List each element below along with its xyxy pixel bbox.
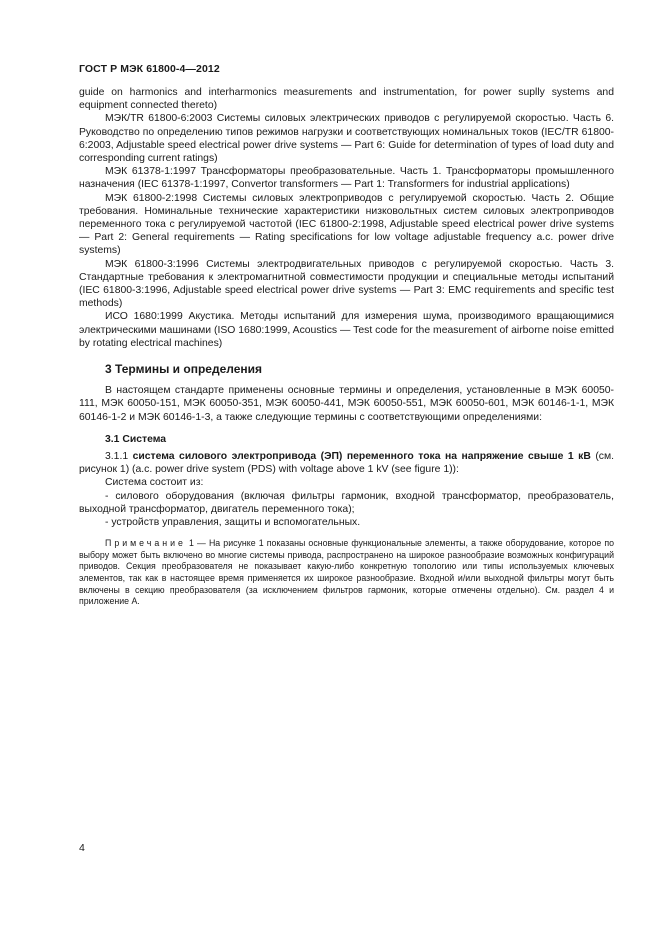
note-1: [79, 538, 614, 608]
note-text: 1 — На рисунке 1 показаны основные функциональные элементы, а также оборудование, которое по выбору может быть включено во многие системы привода, распространено на широкое разнообразие возможных конфигураций приводов. Секция преобразователя не показывает какую-либо конкретную топологию или типы используемых ключевых элементов, так как в настоящее время применяется их широкое разнообразие. Входной и/или выходной фильтры могут быть включены в секцию преобразователя (за исключением фильтров гармоник, которые отмечены отдельно). См. раздел 4 и приложение А.: [79, 538, 614, 607]
reference-item: МЭК 61800-2:1998 Системы силовых электроприводов с регулируемой скоростью. Часть 2. Общие требования. Номинальные технические характеристики низковольтных систем силовых электроприводов переменного тока с регулируемой частотой (IEC 61800-2:1998, Adjustable speed electrical power drive systems — Part 2: General requirements — Rating specifications for low voltage adjustable frequency a.c. power drive systems): [79, 192, 614, 257]
section-3-1-heading: 3.1 Система: [105, 433, 167, 445]
section-3-intro: В настоящем стандарте применены основные термины и определения, установленные в МЭК 60050-111, МЭК 60050-151, МЭК 60050-351, МЭК 60050-441, МЭК 60050-551, МЭК 60050-601, МЭК 60146-1-1, МЭК 60146-1-2 и МЭК 60146-1-3, а также следующие термины с соответствующими определениями:: [79, 385, 614, 423]
term-name: система силового электропривода (ЭП) переменного тока на напряжение свыше 1 кВ: [132, 451, 591, 463]
document-header: ГОСТ Р МЭК 61800-4—2012: [79, 63, 220, 75]
note-label: Примечание: [105, 538, 186, 549]
reference-continuation: guide on harmonics and interharmonics measurements and instrumentation, for power suplly systems and equipment connected thereto): [79, 87, 614, 112]
system-item-power: - силового оборудования (включая фильтры гармоник, входной трансформатор, преобразователь, выходной трансформатор, двигатель переменного тока);: [79, 490, 614, 515]
page-number: 4: [79, 842, 85, 854]
document-body: [79, 86, 614, 608]
system-consists: Система состоит из:: [105, 477, 204, 489]
term-3-1-1: [79, 450, 614, 476]
reference-item: МЭК 61800-3:1996 Системы электродвигательных приводов с регулируемой скоростью. Часть 3. Стандартные требования к электромагнитной совместимости продукции и специальные методы испытаний (IEC 61800-3:1996, Adjustable speed electrical power drive systems — Part 3: EMC requirements and specific test methods): [79, 258, 614, 310]
term-number: 3.1.1: [105, 451, 133, 463]
reference-item: ИСО 1680:1999 Акустика. Методы испытаний для измерения шума, производимого вращающимися электрическими машинами (ISO 1680:1999, Acoustics — Test code for the measurement of airborne noise emitted by rotating electrical machines): [79, 311, 614, 349]
term-description: (см. рисунок 1) (a.c. power drive system (PDS) with voltage above 1 kV (see figure 1)):: [79, 451, 614, 476]
reference-item: МЭК 61378-1:1997 Трансформаторы преобразовательные. Часть 1. Трансформаторы промышленного назначения (IEC 61378-1:1997, Convertor transformers — Part 1: Transformers for industrial applications): [79, 166, 614, 191]
reference-item: МЭК/TR 61800-6:2003 Системы силовых электрических приводов с регулируемой скоростью. Часть 6. Руководство по определению типов режимов нагрузки и соответствующих номинальных токов (IEC/TR 61800-6:2003, Adjustable speed electrical power drive systems — Part 6: Guide for determination of types of load duty and corresponding current ratings): [79, 113, 614, 165]
section-3-heading: 3 Термины и определения: [105, 362, 263, 377]
system-item-control: - устройств управления, защиты и вспомогательных.: [105, 517, 361, 529]
